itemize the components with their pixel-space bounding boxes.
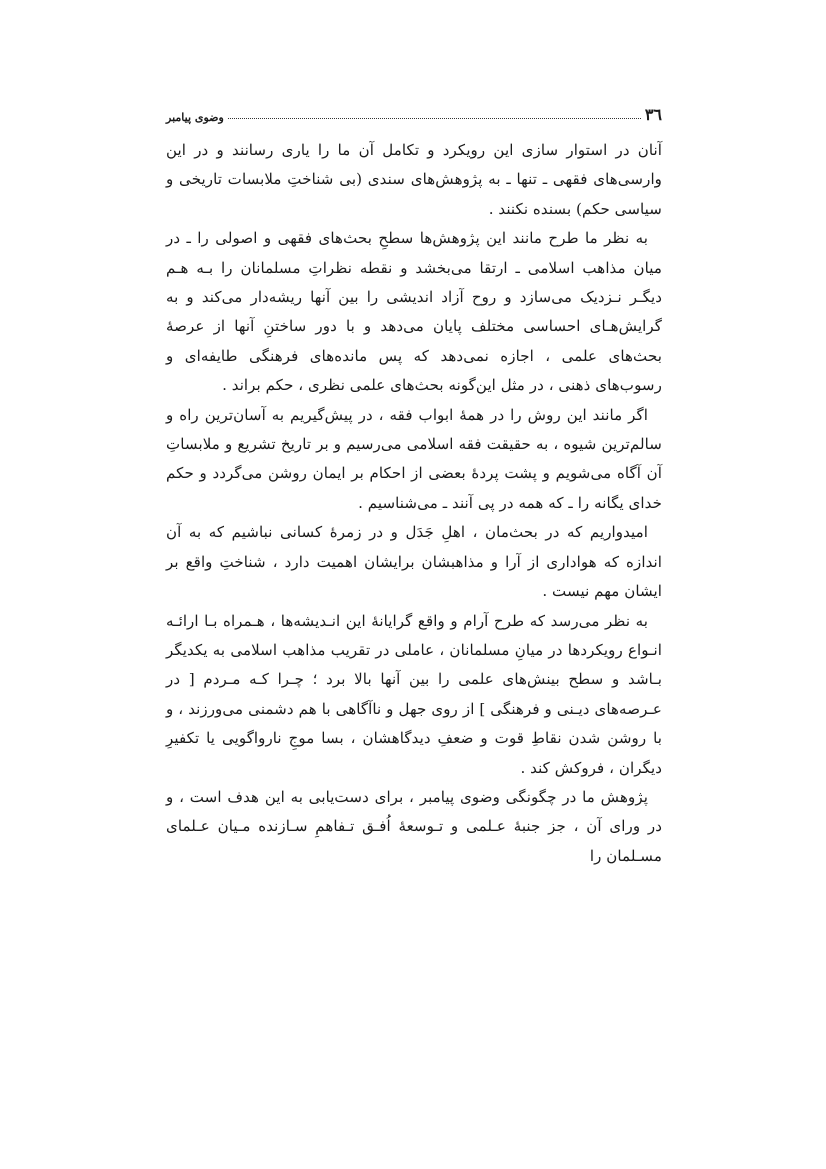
page-number: ٣٦ bbox=[644, 105, 662, 124]
running-head bbox=[166, 102, 662, 124]
running-head-title: وضوی پیامبر bbox=[166, 111, 224, 124]
paragraph: اگر مانند این روش را در همهٔ ابواب فقه ، در پیش‌گیریم به آسان‌ترین راه و سالم‌ترین شیوه ، به حقیقت فقه اسلامی می‌رسیم و بر تاریخ تشریع و ملابساتِ آن آگاه می‌شویم و پشت پردهٔ بعضی از احکام بر ایمان روشن می‌گردد و حکم خدای یگانه را ـ که همه در پی آنند ـ می‌شناسیم . bbox=[166, 405, 662, 512]
paragraph: به نظر می‌رسد که طرح آرام و واقع گرایانهٔ این انـدیشه‌ها ، هـمراه بـا ارائـه انـواع رویکردها در میانِ مسلمانان ، عاملی در تقریب مذاهب اسلامی به یکدیگر بـاشد و سطح بینش‌های علمی را بین آنها بالا برد ؛ چـرا کـه مـردم [ در عـرصه‌های دیـنی و فرهنگی ] از روی جهل و ناآگاهی با هم دشمنی می‌ورزند ، و با روشن شدن نقاطِ قوت و ضعفِ دیدگاهشان ، بسا موجِ نارواگویی یا تکفیرِ دیگران ، فروکش کند . bbox=[166, 611, 662, 777]
dotted-leader bbox=[228, 117, 641, 119]
paragraph: به نظر ما طرح مانند این پژوهش‌ها سطحِ بحث‌های فقهی و اصولی را ـ در میان مذاهب اسلامی ـ ارتقا می‌بخشد و نقطه نظراتِ مسلمانان را بـه هـم دیگـر نـزدیک می‌سازد و روح آزاد اندیشی را بین آنها ریشه‌دار می‌کند و به گرایش‌هـای احساسی مختلف پایان می‌دهد و با دور ساختنِ آنها از عرصهٔ بحث‌های علمی ، اجازه نمی‌دهد که پس مانده‌های فرهنگی طایفه‌ای و رسوب‌های ذهنی ، در مثل این‌گونه بحث‌های علمی نظری ، حکم براند . bbox=[166, 229, 662, 395]
paragraph: آنان در استوار سازی این رویکرد و تکامل آن ما را یاری رسانند و در این وارسی‌های فقهی ـ تنها ـ به پژوهش‌های سندی (بی شناختِ ملابسات تاریخی و سیاسی حکم) بسنده نکنند . bbox=[166, 141, 662, 218]
paragraph: امیدواریم که در بحث‌مان ، اهلِ جَدَل و در زمرهٔ کسانی نباشیم که به آن اندازه که هواداری از آرا و مذاهبشان برایشان اهمیت دارد ، شناختِ واقع بر ایشان مهم نیست . bbox=[166, 523, 662, 601]
paragraph: پژوهش ما در چگونگی وضوی پیامبر ، برای دست‌یابی به این هدف است ، و در ورای آن ، جز جنبهٔ عـلمی و تـوسعهٔ اُفـق تـفاهمِ سـازنده مـیان عـلمای مسـلمان را bbox=[166, 787, 662, 865]
body-text bbox=[166, 136, 662, 871]
